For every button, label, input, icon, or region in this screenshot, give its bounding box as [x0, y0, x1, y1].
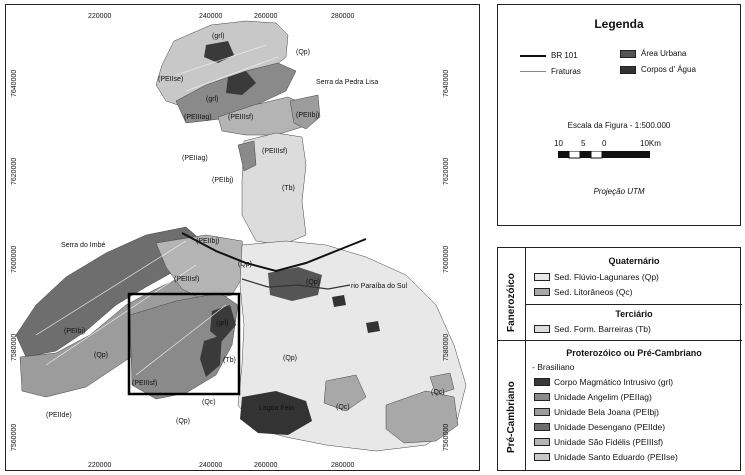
unit-label: (PEIbj)	[212, 177, 234, 184]
scale-tick: 0	[602, 139, 607, 148]
qc-swatch-icon	[534, 288, 550, 296]
fracture-line-icon	[520, 71, 546, 72]
unit-label: (Qc)	[336, 404, 350, 411]
unit-row-label: Sed. Litorâneos (Qc)	[554, 287, 633, 297]
x-tick-bottom: 260000	[254, 462, 278, 469]
grl-swatch-icon	[534, 378, 550, 386]
unit-label: (PEIIIsf)	[174, 276, 200, 283]
unit-row-peiise	[534, 452, 678, 462]
unit-row-label: Unidade São Fidélis (PEIIIsf)	[554, 437, 664, 447]
geologic-map	[6, 5, 480, 471]
scale-bar-graphic	[558, 151, 652, 159]
peiiisf-swatch-icon	[534, 438, 550, 446]
unit-label: (PEIIde)	[46, 412, 72, 419]
unit-row-label: Sed. Flúvio-Lagunares (Qp)	[554, 272, 659, 282]
unit-row-label: Unidade Santo Eduardo (PEIIse)	[554, 452, 678, 462]
y-tick-right: 7560000	[443, 423, 450, 451]
urban-swatch-icon	[620, 50, 636, 58]
x-tick-bottom: 280000	[331, 462, 355, 469]
unit-label: (Qp)	[283, 355, 297, 362]
x-tick-top: 240000	[199, 13, 223, 20]
qp-swatch-icon	[534, 273, 550, 281]
subheader-brasiliano: - Brasiliano	[532, 362, 575, 372]
unit-row-label: Unidade Desengano (PEIIde)	[554, 422, 666, 432]
peibj-swatch-icon	[534, 408, 550, 416]
place-name: rio Paraíba do Sul	[351, 283, 408, 290]
unit-label: (Qp)	[94, 352, 108, 359]
unit-row-tb	[534, 324, 651, 334]
unit-label: (Qp)	[306, 279, 320, 286]
y-tick-left: 7560000	[11, 423, 18, 451]
x-tick-top: 220000	[88, 13, 112, 20]
road-line-icon	[520, 55, 546, 57]
y-ticks-left	[11, 70, 18, 451]
legend-label: BR 101	[551, 51, 578, 60]
section-header-terciario: Terciário	[615, 309, 653, 319]
unit-label: (Tb)	[282, 185, 295, 192]
unit-label: (grl)	[216, 320, 229, 327]
unit-row-qp	[534, 272, 659, 282]
y-tick-left: 7600000	[11, 245, 18, 273]
unit-row-label: Unidade Bela Joana (PEIbj)	[554, 407, 659, 417]
y-tick-left: 7640000	[11, 69, 18, 97]
unit-label: (grl)	[206, 96, 219, 103]
peiise-swatch-icon	[534, 453, 550, 461]
x-tick-bottom: 240000	[199, 462, 223, 469]
x-tick-bottom: 220000	[88, 462, 112, 469]
water-swatch-icon	[620, 66, 636, 74]
unit-row-peiiag	[534, 392, 652, 402]
map-frame	[5, 4, 480, 471]
y-tick-right: 7640000	[443, 69, 450, 97]
x-ticks-bottom	[88, 462, 354, 469]
unit-label: (Qp)	[176, 418, 190, 425]
water-small-2	[366, 321, 380, 333]
y-tick-right: 7600000	[443, 245, 450, 273]
unit-row-peiide	[534, 422, 665, 432]
unit-label: (PEIbj)	[64, 328, 86, 335]
era-label: Fanerozóico	[506, 273, 517, 332]
place-name: Lagoa Feia	[259, 405, 295, 412]
x-tick-top: 280000	[331, 13, 355, 20]
unit-label: (PEIIbj)	[296, 112, 320, 119]
legend-item-fraturas	[520, 67, 581, 76]
scale-tick: 10	[554, 139, 563, 148]
unit-label: (PEIIIsf)	[262, 148, 288, 155]
legend-item-br101	[520, 51, 578, 60]
unit-label: (Qc)	[431, 389, 445, 396]
era-precambriano	[498, 340, 526, 470]
geology-polygons	[16, 21, 466, 451]
x-ticks-top	[88, 13, 354, 20]
y-tick-left: 7580000	[11, 333, 18, 361]
unit-label: (PEIIIsf)	[228, 114, 254, 121]
era-label: Pré-Cambriano	[506, 381, 517, 453]
legend-box	[497, 4, 741, 226]
place-name: Serra do Imbé	[61, 242, 106, 249]
section-divider	[526, 304, 742, 305]
unit-row-qc	[534, 287, 632, 297]
water-small-1	[332, 295, 346, 307]
y-tick-left: 7620000	[11, 157, 18, 185]
legend-label: Área Urbana	[641, 49, 687, 58]
legend-item-corpos-agua	[620, 65, 696, 74]
legend-label: Fraturas	[551, 67, 581, 76]
place-name: Serra da Pedra Lisa	[316, 79, 379, 86]
scale-tick: 5	[581, 139, 586, 148]
unit-label: (PEIIag)	[182, 155, 208, 162]
y-tick-right: 7620000	[443, 157, 450, 185]
legend-item-area-urbana	[620, 49, 686, 58]
stratigraphy-box	[497, 247, 741, 471]
unit-row-grl	[534, 377, 673, 387]
unit-label: (PEIIbj)	[196, 238, 220, 245]
peiide-swatch-icon	[534, 423, 550, 431]
legend-label: Corpos d' Água	[641, 65, 696, 74]
unit-label: (Qp)	[238, 261, 252, 268]
unit-label: (PEIIse)	[158, 76, 184, 83]
section-header-proterozoico: Proterozóico ou Pré-Cambriano	[566, 348, 702, 358]
unit-row-peiiisf	[534, 437, 663, 447]
y-tick-right: 7580000	[443, 333, 450, 361]
unit-row-peibj	[534, 407, 659, 417]
unit-row-label: Sed. Form. Barreiras (Tb)	[554, 324, 651, 334]
era-fanerozoico	[498, 248, 526, 340]
unit-label: (PEIIIsf)	[132, 380, 158, 387]
unit-label: (Qc)	[202, 399, 216, 406]
peiiag-swatch-icon	[534, 393, 550, 401]
x-tick-top: 260000	[254, 13, 278, 20]
unit-label: (grl)	[212, 33, 225, 40]
projection-label: Projeção UTM	[593, 187, 645, 196]
legend-title: Legenda	[594, 17, 644, 31]
scale-label: Escala da Figura - 1:500.000	[567, 121, 671, 130]
unit-row-label: Unidade Angelim (PEIIag)	[554, 392, 652, 402]
unit-label: (Qp)	[296, 49, 310, 56]
unit-peiiag-small	[238, 141, 256, 171]
scale-tick: 10Km	[640, 139, 661, 148]
section-divider	[526, 340, 742, 341]
section-header-quaternario: Quaternário	[608, 256, 660, 266]
unit-label: (Tb)	[223, 357, 236, 364]
unit-label: (PEIIIag)	[184, 114, 212, 121]
unit-row-label: Corpo Magmático Intrusivo (grl)	[554, 377, 674, 387]
tb-swatch-icon	[534, 325, 550, 333]
